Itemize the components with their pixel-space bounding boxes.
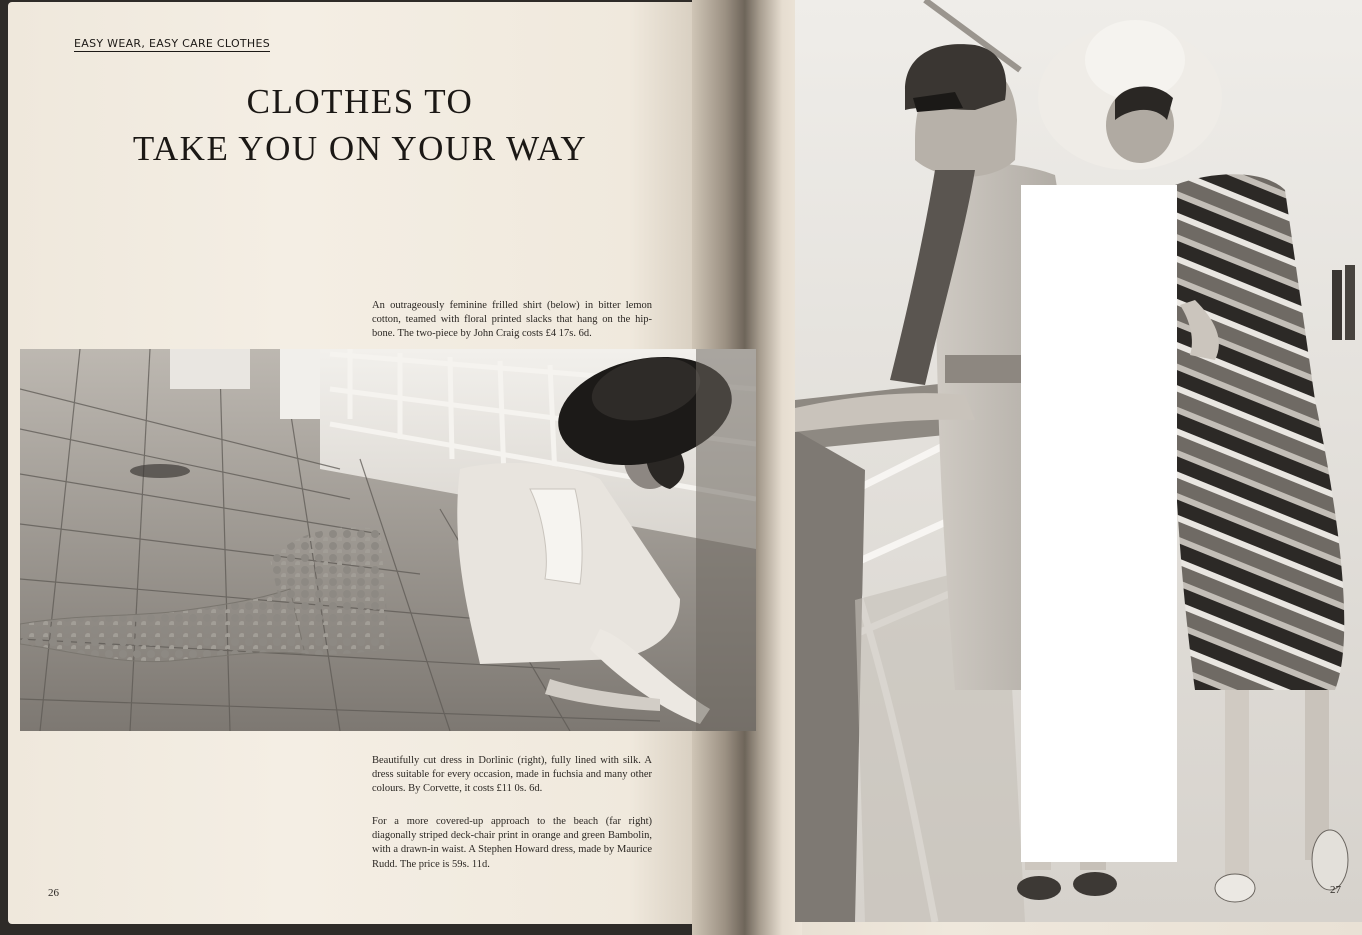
headline-line-1: CLOTHES TO [246, 82, 474, 121]
caption-striped-dress: For a more covered-up approach to the beach (far right) diagonally striped deck-chair print in orange and green Bambolin, with a drawn-in waist. A Stephen Howard dress, made by Maurice Rudd. The price is 59s. 11d. [372, 816, 652, 870]
headline-line-2: TAKE YOU ON YOUR WAY [132, 129, 588, 168]
caption-frilled-shirt: An outrageously feminine frilled shirt (below) in bitter lemon cotton, teamed with floral printed slacks that hang on the hip-bone. The two-piece by John Craig costs £4 17s. 6d. [372, 300, 652, 340]
page-number-right: 27 [1330, 884, 1341, 896]
redaction-block [1021, 185, 1177, 862]
deck-photo [20, 349, 756, 731]
caption-dorlinic-dress: Beautifully cut dress in Dorlinic (right), fully lined with silk. A dress suitable for every occasion, made in fuchsia and many other colours. By Corvette, it costs £11 0s. 6d. [372, 755, 652, 795]
page-number-left: 26 [48, 887, 59, 899]
section-kicker: EASY WEAR, EASY CARE CLOTHES [74, 37, 271, 50]
deck-photo-illustration [20, 349, 756, 731]
